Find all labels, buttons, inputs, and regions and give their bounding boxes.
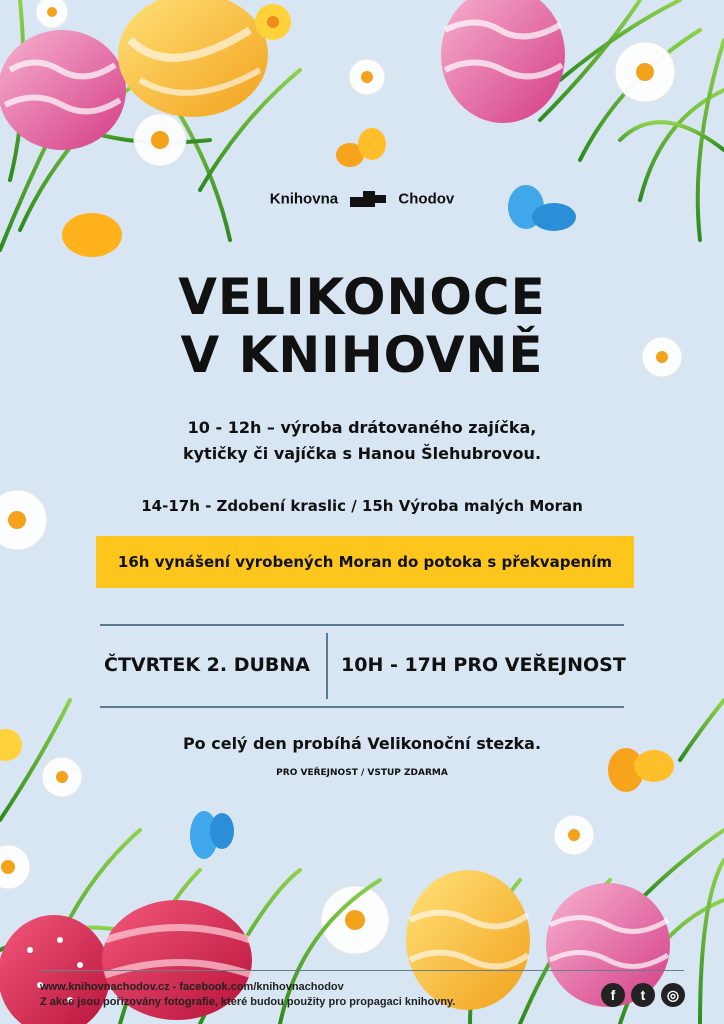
facebook-icon[interactable]: f bbox=[601, 983, 625, 1007]
butterfly-yellow-left bbox=[62, 213, 122, 257]
page-title bbox=[0, 268, 724, 384]
footer-divider bbox=[40, 970, 684, 971]
library-logo bbox=[0, 190, 724, 208]
event-date: ČTVRTEK 2. DUBNA bbox=[104, 654, 311, 676]
program-line-1: 10 - 12h – výroba drátovaného zajíčka, bbox=[187, 418, 537, 437]
highlight-banner: 16h vynášení vyrobených Moran do potoka s překvapením bbox=[96, 536, 634, 588]
footer-photo-note: Z akce jsou pořizovány fotografie, které budou použity pro propagaci knihovny. bbox=[40, 996, 456, 1008]
divider-bottom bbox=[100, 706, 624, 708]
egg-pink-top-right bbox=[441, 0, 565, 123]
title-line-2: V KNIHOVNĚ bbox=[180, 326, 544, 384]
trail-note: Po celý den probíhá Velikonoční stezka. bbox=[182, 734, 542, 753]
title-line-1: VELIKONOCE bbox=[178, 268, 546, 326]
divider-top bbox=[100, 624, 624, 626]
logo-mark-icon bbox=[350, 191, 386, 207]
logo-text-right: Chodov bbox=[398, 190, 455, 208]
egg-yellow-top bbox=[118, 0, 268, 117]
instagram-icon[interactable]: ◎ bbox=[661, 983, 685, 1007]
footer bbox=[40, 980, 455, 1010]
event-time: 10H - 17H PRO VEŘEJNOST bbox=[341, 654, 626, 676]
footer-links: www.knihovnachodov.cz - facebook.com/knihovnachodov bbox=[40, 981, 344, 993]
butterfly-orange-top bbox=[336, 128, 386, 167]
logo-text-left: Knihovna bbox=[269, 190, 339, 208]
egg-pink-top-left bbox=[0, 30, 126, 150]
program-line-2: kytičky či vajíčka s Hanou Šlehubrovou. bbox=[182, 444, 542, 463]
divider-vertical bbox=[326, 633, 328, 699]
entry-note: PRO VEŘEJNOST / VSTUP ZDARMA bbox=[276, 768, 448, 778]
program-line-3: 14-17h - Zdobení kraslic / 15h Výroba malých Moran bbox=[141, 497, 583, 515]
twitter-icon[interactable]: t bbox=[631, 983, 655, 1007]
butterfly-blue-bottom bbox=[190, 811, 234, 859]
